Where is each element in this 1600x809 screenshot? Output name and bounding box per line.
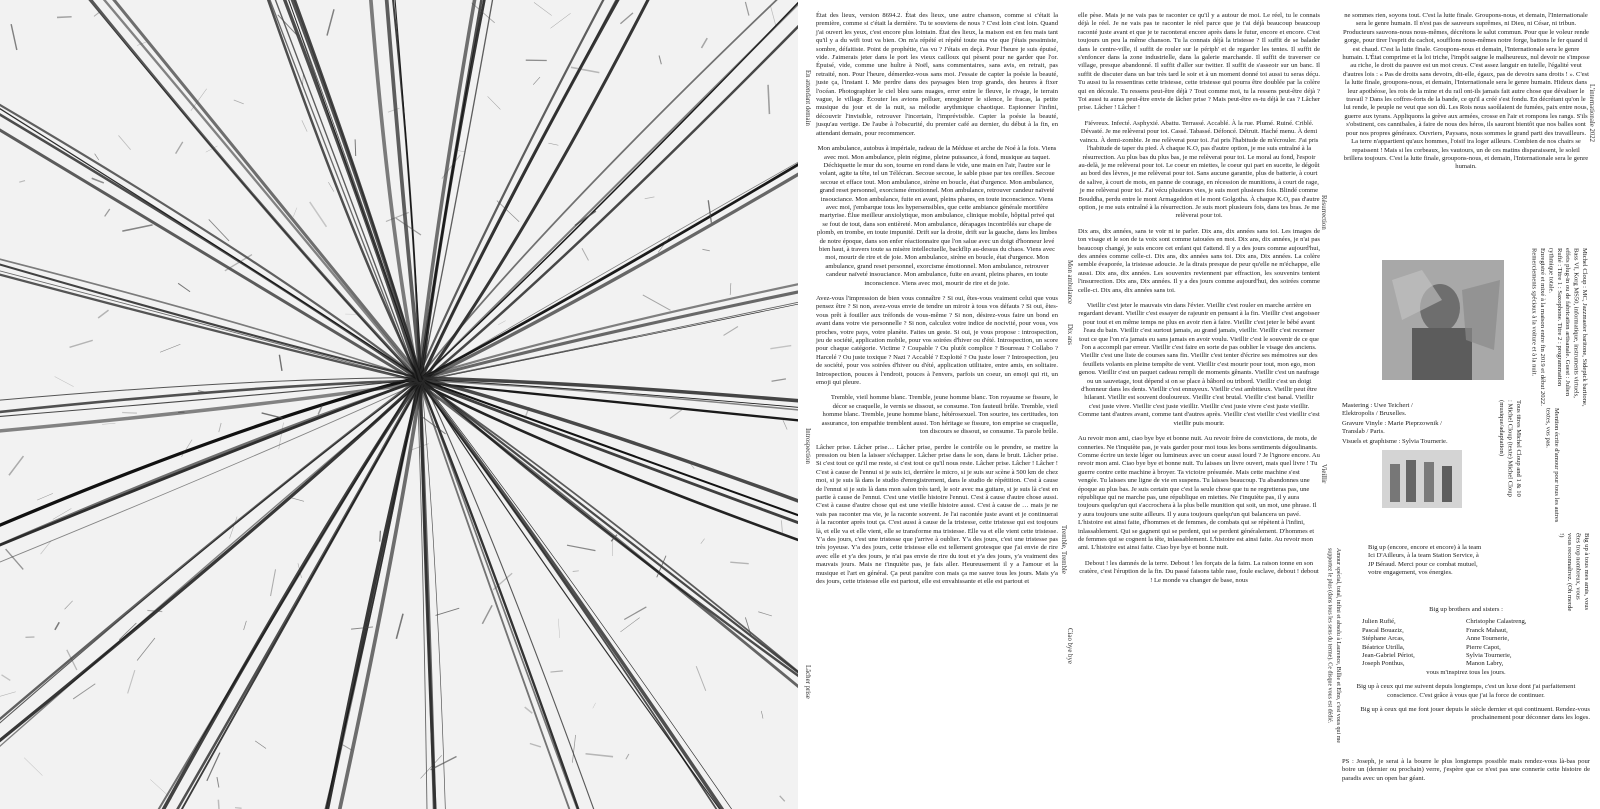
credits-gravure: Gravure Vinyle : Marie Pieprzownik / Translab / Paris.: [1342, 420, 1443, 436]
art-fragment: [279, 355, 282, 371]
art-streak: [420, 380, 658, 809]
art-fragment: [95, 154, 99, 160]
art-fragment: [550, 671, 562, 672]
art-streak: [184, 0, 421, 380]
art-fragment: [582, 248, 589, 260]
art-fragment: [770, 346, 791, 349]
art-fragment: [122, 225, 152, 231]
art-fragment: [302, 120, 307, 131]
art-streak: [421, 0, 546, 380]
thanks-heading: Big up brothers and sisters :: [1429, 606, 1503, 613]
art-fragment: [550, 13, 570, 28]
paragraph-tremble: Tremble, vieil homme blanc. Tremble, jeune homme blanc. Ton royaume se fissure, le décor se craquelle, le vernis se dissout, se consume. Ton fauteuil brûle. Tremble, vieil homme blanc. Tremble, jeune homme blanc, hétérosexuel. Ton sourire, tes certitudes, ton assurance, ton empathie tremblent aussi. Ton héritage se fissure, ton emprise se craquelle, ton discours se dissout, se consume. Ta parole brûle.: [821, 394, 1058, 436]
art-fragment: [303, 73, 304, 85]
thanks-closing: vous m'inspirez tous les jours.: [1426, 668, 1506, 676]
art-streak: [418, 0, 798, 378]
art-streak: [177, 0, 419, 380]
art-fragment: [57, 17, 72, 18]
art-streak: [421, 0, 548, 380]
art-fragment: [745, 2, 749, 16]
art-fragment: [421, 416, 446, 434]
art-fragment: [219, 423, 221, 432]
art-fragment: [176, 142, 183, 154]
side-title-en-attendant-demain: En attendant demain: [804, 70, 811, 126]
art-fragment: [645, 197, 655, 199]
thanks-name: Christophe Calastreng,: [1466, 618, 1527, 626]
art-fragment: [525, 707, 533, 713]
art-streak: [270, 380, 419, 809]
band-photo: [1382, 450, 1462, 508]
side-title-dix-ans: Dix ans: [1066, 324, 1073, 345]
paragraph-internationale: ne sommes rien, soyons tout. C'est la lutte finale. Groupons-nous, et demain, l'Internationale sera le genre humain. Il n'est pas de sauveurs suprêmes, ni Dieu, ni César, ni tribun. Producteurs sauvons-nous nous-mêmes, décrétons le salut commun. Pour que le voleur rende gorge, pour tirer l'esprit du cachot, soufflons nous-mêmes notre forge, battons le fer quand il est chaud. C'est la lutte finale. Groupons-nous et demain, l'Internationale sera le genre humain. L'État comprime et la loi triche, l'impôt saigne le malheureux, nul devoir ne s'impose au riche, le droit du pauvre est un mot creux. C'est assez languir en tutelle, l'égalité veut d'autres lois : « Pas de droits sans devoirs, dit-elle, égaux, pas de devoirs sans droits ! ». C'est la lutte finale, groupons-nous, et demain, l'Internationale sera le genre humain. Hideux dans leur apothéose, les rois de la mine et du rail ont-ils jamais fait autre chose que dévaliser le travail ? Dans les coffres-forts de la bande, ce qu'il a créé s'est fondu. En décrétant qu'on le lui rende, le peuple ne veut que son dû. Les Rois nous saoûlaient de fumées, paix entre nous, guerre aux tyrans. Appliquons la grève aux armées, crosse en l'air et rompons les rangs. S'ils s'obstinent, ces cannibales, à faire de nous des héros, ils sauront bientôt que nos balles sont pour nos propres généraux. Ouvriers, Paysans, nous sommes le grand parti des travailleurs. La terre n'appartient qu'aux hommes, l'oisif ira loger ailleurs. Combien de nos chairs se repaissent ! Mais si les corbeaux, les vautours, un de ces matins disparaissent, le soleil brillera toujours. C'est la lutte finale, groupons-nous, et demain, l'Internationale sera le genre humain.: [1342, 12, 1590, 171]
art-fragment: [41, 541, 52, 555]
art-streak: [421, 378, 798, 803]
thanks-name: Julien Rufié,: [1362, 618, 1396, 626]
art-fragment: [380, 531, 381, 542]
art-fragment: [351, 627, 373, 629]
art-fragment: [355, 139, 356, 156]
art-fragment: [150, 779, 172, 799]
art-fragment: [396, 614, 403, 639]
art-fragment: [137, 638, 155, 660]
thanks-name: Stéphane Arcas,: [1362, 635, 1405, 643]
text-column-2: [1078, 12, 1320, 592]
art-fragment: [567, 545, 595, 550]
art-fragment: [244, 621, 247, 630]
art-streak: [420, 0, 798, 380]
art-fragment: [6, 549, 24, 569]
art-fragment: [730, 283, 731, 295]
art-streak: [167, 0, 417, 381]
side-title-resurrection: Résurrection: [1320, 195, 1327, 230]
art-fragment: [701, 38, 707, 48]
art-fragment: [626, 754, 629, 759]
art-fragment: [701, 539, 705, 544]
art-fragment: [328, 182, 334, 191]
art-fragment: [498, 321, 505, 325]
art-streak: [183, 0, 420, 380]
art-fragment: [571, 67, 599, 72]
paragraph-mon-ambulance: Mon ambulance, autobus à impériale, radeau de la Méduse et arche de Noé à la fois. Viens avec moi. Mon ambulance, plein régime, pleine puissance, à fond, musique au taquet. Déchiquette le mur du son, tourne en rond dans le vide, une main en l'air, l'autre sur le volant, agite ta tête, tel un Télécran. Secoue secoue, le sable pisse par tes oreilles. Secoue secoue et efface tout. Mon ambulance, sirène en boucle, état d'urgence. Mon ambulance, grand reset personnel, exorcisme émotionnel. Mon ambulance, retrouver candeur naïveté insouciance. Mon ambulance, fuite en avant, pleins phares, en toute inconscience. Viens avec moi, j'embarque tous les hypersensibles, que cette ambiance générale mortifère martyrise. Élue meilleur anxiolytique, mon ambulance, clinique mobile, hôpital privé qui se fout de tout, dans son entièreté. Mon ambulance, dérapages incontrôlés sur chape de plomb, en trombe, en toute impunité. Drift sur la droite, drift sur la gauche, dans les limbes de notre époque, dans son enfer réactionnaire que l'on salue avec un doigt d'honneur levé bien haut, à travers toute sa misère intellectuelle, backflip au-dessus du chaos. Viens avec moi, mourir de rire et de joie. Mon ambulance, sirène en boucle, état d'urgence. Mon ambulance, grand reset personnel, exorcisme émotionnel. Mon ambulance, retrouver candeur naïveté insouciance. Mon ambulance, fuite en avant, pleins phares, en toute inconscience. Viens avec moi, mourir de rire et de joie.: [816, 145, 1058, 287]
art-fragment: [586, 754, 614, 757]
side-title-mon-ambulance: Mon ambulance: [1066, 260, 1073, 304]
text-column-1: [816, 12, 1058, 593]
art-streak: [420, 231, 798, 379]
art-fragment: [696, 666, 706, 691]
art-fragment: [758, 612, 772, 616]
art-fragment: [102, 423, 115, 424]
credits-big-up-team: Big up (encore, encore et encore) à la team Ici D'Ailleurs, à la team Station Service, à JP Béraud. Merci pour ce combat mutuel, votre engagement, vos énergies.: [1368, 544, 1482, 577]
art-fragment: [122, 413, 137, 414]
art-fragment: [105, 209, 110, 216]
art-fragment: [9, 456, 23, 475]
side-title-ciao-bye-bye: Ciao bye bye: [1066, 628, 1073, 664]
paragraph-lacher-prise-cont: elle pèse. Mais je ne vais pas te raconter ce qu'il y a autour de moi. Le réel, tu le connais déjà le réel. Je ne vais pas te raconter le réel parce que je t'ai déjà beaucoup beaucoup raconté juste avant et que je te raconterai encore après dans le futur, encore et encore. C'est toujours un peu la même chanson. Tu la connais déjà la tristesse ? Il suffit de se balader dans le centre-ville, il suffit de rouler sur le périph' et de regarder les tentes. Il suffit de s'enfoncer dans la zone industrielle, dans la galerie marchande. Il suffit de traverser ce village, presque abandonné. Il suffit d'aller sur twitter. Il suffit de s'asseoir sur un banc. Il suffit de discuter dans un bar très tard le soir et à un moment donné toi aussi tu seras déçu. Tu aussi tu la ressentiras cette tristesse, cette tristesse qui pourra être doublée par la colère qui en découle. Tu ressens peut-être déjà ? Tout comme moi, tu la ressens peut-être déjà ? Toi aussi tu auras peut-être envie de lâcher prise ? Mais peut-être es-tu déjà le cas ? Lâcher prise. Lâcher ! Lâcher !: [1078, 12, 1320, 112]
art-fragment: [0, 692, 16, 699]
art-fragment: [209, 219, 229, 241]
art-fragment: [436, 608, 460, 615]
art-fragment: [670, 409, 684, 419]
art-fragment: [724, 326, 738, 335]
thanks-name: Pascal Bouaziz,: [1362, 626, 1404, 634]
art-fragment: [488, 96, 501, 109]
thanks-followers: Big up à ceux qui me suivent depuis longtemps, c'est un luxe dont j'ai parfaitement conscience. C'est grâce à vous que j'ai la force de continuer.: [1356, 683, 1576, 699]
art-fragment: [548, 143, 558, 145]
art-fragment: [2, 675, 11, 681]
art-fragment: [55, 622, 59, 630]
art-fragment: [396, 218, 421, 235]
art-fragment: [782, 419, 787, 429]
paragraph-vieillir: Vieillir c'est jeter le mauvais vin dans l'évier. Vieillir c'est rouler en marche arrière en regardant devant. Vieillir c'est essayer de rajeunir en pensant à la fin. Vieillir c'est angoisser pour tout et en même temps ne plus en avoir rien à faire. Vieillir c'est jeter le bébé avant l'eau du bain. Vieillir c'est surtout jamais, au grand jamais, vieillir. Vieillir c'est recenser tout ce que l'on n'a jamais eu sans jamais en avoir voulu. Vieillir c'est le souvenir de ce que l'on a accompli par erreur. Vieillir c'est faire en sorte de pas oublier le visage des anciens. Vieillir c'est une liste de courses sans fin. Vieillir c'est tenter d'écrire ses mémoires sur des feuillets volants en pleine tempête de vent. Vieillir c'est mourir pour tout, mon ego, mon genou. Vieillir c'est un paquet cadeau rempli de moments gênants. Vieillir c'est un naufrage ou un sauvetage, tout dépend si on se place à bâbord ou tribord. Vieillir c'est un doigt d'honneur dans les dents. Vieillir c'est ennuyeux. Vieillir c'est ambitieux. Vieillir peut être hilarant. Vieillir est souvent douloureux. Vieillir c'est brutal. Vieillir c'est banal. Vieillir c'est juste vivre. Vieillir c'est juste vieillir. Vieillir c'est juste vivre c'est juste vieillir. Comme tant d'autres avant, comme tant d'autres après. Vieillir c'est vieillir c'est vieillir c'est vieillir puis mourir.: [1078, 302, 1320, 427]
art-fragment: [271, 569, 276, 596]
art-fragment: [234, 100, 244, 104]
art-streak: [0, 377, 419, 629]
art-fragment: [620, 618, 639, 632]
art-fragment: [643, 295, 671, 310]
art-fragment: [70, 340, 93, 347]
art-fragment: [118, 135, 130, 149]
art-streak: [421, 379, 798, 809]
paragraph-introspection: Avez-vous l'impression de bien vous connaître ? Si oui, êtes-vous vraiment celui que vous pensez être ? Si non, avez-vous envie de tendre un miroir à tous vos défauts ? Si oui, êtes-vous prêt à fouiller aux tréfonds de vous-même ? Si non, désirez-vous faire un bond en avant dans votre vie personnelle ? Si non, calculez votre indice de nocivité, pour vous, vos proches, votre pays, votre planète. Faites un geste. Si oui, je vous propose : introspection, jeu de société, application mobile, pour vos soirées d'hiver ou d'été. Introspection, un score pour chaque catégorie. Victime ? Coupable ? Ou plutôt complice ? Bourreau ? Collabo ? Harcelé ? Ou juste toxique ? Nazi ? Accablé ? Exploité ? Ou juste loser ? Introspection, jeu de société, pour vos soirées d'hiver ou d'été, application utilitaire, entre amis, en solitaire. Introspection, pouces à l'endroit, pouces à l'envers, parfois un coeur, un emoji qui rit, un emoji qui pleure.: [816, 295, 1058, 387]
art-fragment: [11, 24, 17, 50]
art-fragment: [772, 379, 786, 381]
art-fragment: [37, 493, 53, 500]
art-fragment: [178, 283, 190, 291]
art-streak: [420, 379, 798, 808]
thanks-section: [1342, 606, 1590, 727]
art-fragment: [262, 413, 283, 418]
thanks-name: Manon Labry,: [1466, 660, 1504, 668]
credits-mastering: Mastering : Uwe Teichert / Elektropolis / Bruxelles.: [1342, 402, 1413, 418]
art-fragment: [217, 777, 219, 787]
art-fragment: [343, 745, 352, 750]
art-fragment: [218, 800, 220, 809]
art-streak: [0, 2, 421, 378]
paragraph-resurrection: Fiévreux. Infecté. Asphyxié. Abattu. Terrassé. Accablé. À la rue. Plumé. Ruiné. Criblé. Dévasté. Je me relèverai pour toi. Cassé. Tabassé. Défoncé. Détruit. Haché menu. À demi vaincu. À demi-zombie. Je me relèverai pour toi. J'ai pris l'habitude de m'écrouler. J'ai pris l'habitude de taper du pied. À chaque K.O, pas d'autre option, je me suis entraîné à la résurrection. Au plus bas du plus bas, je me relèverai pour toi. Le moral au fond, l'espoir au-delà, je me relèverai pour toi. Le coeur en miettes, le coeur qui part en sucette, le dégoût au bord des lèvres, je me relèverai pour toi. Sans aucune garantie, plus de batterie, à court de salive, à court de mots, en panne de courage, en récession de munitions, à court de rage, je me relèverai pour toi. J'ai vécu plusieurs vies, je suis mort plusieurs fois. Blindé comme Bouddha, perdu entre le mont Armageddon et le mont Golgotha. À chaque K.O, pas d'autre option, je me suis entraîné à la résurrection. Je suis mort plusieurs fois, dans tes bras. Je me relèverai pour toi.: [1078, 119, 1320, 220]
art-fragment: [24, 758, 42, 776]
paragraph-lacher-prise: Lâcher prise. Lâcher prise… Lâcher prise, perdre le contrôle ou le prendre, se mettre la pression ou bien la laisser s'échapper. Lâcher prise dans le son, dans le bruit. Lâcher prise. Si c'est tout ce qu'il me reste, si c'est tout ce qu'il nous reste. Lâcher prise. Lâcher ! Lâcher ! C'est à cause de l'ennui si je suis ici, derrière le micro, si je suis sur scène à 500 km de chez moi, si je suis là dans le studio d'enregistrement, dans le studio de répétition. C'est à cause de l'ennui si je suis là dans mon salon très tard, le soir avec ma guitare, si je suis là c'est en partie à cause de l'ennui. C'est une vieille histoire l'ennui. C'est à cause d'autre chose aussi. C'est à cause d'autre chose qui est une vieille histoire aussi. C'est à cause de … mais je ne vais pas raconter ma vie, je la raconte souvent. Je l'ai racontée juste avant et je continuerai à la raconter après tout ça. C'est aussi à cause de la tristesse, cette tristesse qui est toujours là, et elle va et elle vient, elle se transforme ma tristesse. Elle va et elle vient cette tristesse. Y'a des jours, c'est une tristesse que j'arrive à oublier. Y'a des jours, c'est une tristesse pas très joyeuse. Y'a des jours, cette tristesse elle est tellement grotesque que j'ai envie de rire avec elle et y'a des jours, je n'ai pas envie de rire du tout et y'a des jours, y'a vraiment des mauvais jours. Mais ne t'inquiète pas, je fais aller. Heureusement il y a l'amour et la musique et l'art en général. Ça peut paraître con mais ça me sauve tous les jours. Mais y'a des jours, cette tristesse elle est partout, elle est envahissante et elle est partout et: [816, 443, 1058, 585]
art-fragment: [92, 178, 104, 183]
thanks-name: Joseph Ponthus,: [1362, 660, 1405, 668]
art-fragment: [290, 497, 304, 501]
art-fragment: [768, 85, 769, 114]
thanks-name: Jean-Gabriel Périot,: [1362, 652, 1415, 660]
thanks-name: Pierre Capot,: [1466, 643, 1501, 651]
thanks-venues: Big up à ceux qui me font jouer depuis le siècle dernier et qui continuent. Rendez-vous prochainement pour déconner dans les loges.: [1360, 706, 1590, 722]
paragraph-dix-ans: Dix ans, dix années, sans te voir ni te parler. Dix ans, dix années sans toi. Les images de ton visage et le son de ta voix sont comme tatouées en moi. Dix ans, dix années, je n'ai pas beaucoup changé, je suis encore cet enfant qui t'attend. Il y a des jours comme aujourd'hui, des années comme celle-ci. Dix ans, dix années sans toi. Dix ans, Dix années. La colère semble évaporée, la tristesse adoucie. Je la dirais presque de peur qu'elle ne m'échappe, elle aussi. Dix ans, dix années. Les souvenirs reviennent par effraction, les souvenirs tentent l'insurrection. Dix ans, Dix années. Il y a des jours comme aujourd'hui, des soirées comme celle-ci. Dix ans, dix années sans toi.: [1078, 227, 1320, 294]
art-streak: [0, 380, 420, 809]
thanks-name: Sylvia Tournerie,: [1466, 652, 1512, 660]
art-streak: [58, 379, 418, 809]
art-fragment: [659, 56, 661, 65]
art-fragment: [533, 77, 540, 85]
art-fragment: [558, 619, 560, 638]
art-fragment: [310, 202, 327, 227]
musician-photo: [1382, 260, 1504, 380]
art-fragment: [780, 796, 785, 802]
art-streak: [0, 205, 420, 381]
art-streak: [0, 196, 420, 379]
art-fragment: [624, 607, 646, 620]
thanks-name: Béatrice Utrilla,: [1362, 643, 1405, 651]
art-fragment: [19, 181, 25, 183]
art-fragment: [98, 310, 108, 318]
credits-big-up-amis: Big up à tous mes amis, vous êtes trop nombreux, vous vous reconnaîtrez. (Oh merde !): [1557, 533, 1590, 612]
paragraph-internationale-start: Debout ! les damnés de la terre. Debout ! les forçats de la faim. La raison tonne en son cratère, c'est l'éruption de la fin. Du passé faisons table rase, foule esclave, debout ! debout ! Le monde va changer de base, nous: [1079, 559, 1319, 584]
credits-visuels: Visuels et graphisme : Sylvia Tournerie.: [1342, 438, 1448, 445]
art-fragment: [771, 6, 776, 25]
art-fragment: [412, 444, 429, 450]
postscript: PS : Joseph, je serai à la bourre le plus longtemps possible mais rendez-vous là-bas pour boire un (dernier ou prochain) verre, j'espère que ce n'est pas une connerie cette histoire de paradis avec un open bar géant.: [1342, 758, 1590, 782]
credits-recording: Enregistré et mixé à la maison entre fin 2019 et début 2022. Remerciements spéciaux à la voiture et à la nuit.: [1530, 248, 1546, 406]
art-fragment: [147, 610, 162, 611]
art-fragment: [65, 601, 73, 609]
art-fragment: [593, 703, 596, 708]
art-fragment: [255, 741, 266, 749]
credits-lineup: Michel Cloup : MC, Jazzmaster baritone, Sidepick baritone, Bass VI, Korg MS50, informatique, instruments virtuels, effets plug-in ou de fabrication artisanale. Guest : Julien Rufié : Titre 1 : Saxophone. Titre 2 : programmation rythmique totale.: [1547, 248, 1588, 407]
thanks-name: Anne Tournerie,: [1466, 635, 1509, 643]
art-fragment: [293, 208, 297, 217]
credits-dedication: Amour spécial, total, infini et absolu à Laurence, Billie et Elno, c'est vous qui me supportez le plus (dans tous les sens du terme). Ce disque vous est dédié.: [1326, 548, 1341, 744]
art-fragment: [191, 89, 207, 111]
side-title-tremble: Tremble, Tremble: [1060, 525, 1067, 574]
art-fragment: [279, 423, 284, 450]
credits-mention: Mention écrite d'amour pour tous les autres textes, vos pas.: [1544, 408, 1560, 523]
art-fragment: [160, 344, 180, 352]
art-fragment: [94, 12, 99, 16]
art-streak: [421, 380, 662, 809]
side-title-introspection: Introspection: [804, 428, 811, 464]
art-fragment: [327, 9, 334, 35]
art-streak: [421, 380, 798, 809]
art-streak: [0, 382, 422, 809]
art-fragment: [761, 711, 763, 719]
art-fragment: [530, 743, 541, 746]
art-streak: [419, 0, 744, 380]
art-fragment: [482, 605, 492, 623]
art-fragment: [702, 249, 709, 251]
paragraph-en-attendant-demain: État des lieux, version 8694.2. État des lieux, une autre chanson, comme si c'était la première, comme si c'était la dernière. Tu te souviens de nous ? C'est loin c'est loin. Quand j'ai ouvert les yeux, c'est encore plus lointain. État des lieux, la maison est en feu mais tant qu'il y a du wifi tout va bien. On m'a répété et répété toute ma vie que j'étais pessimiste, sombre, défaitiste. Point de prophétie, t'as vu ? J'étais en deçà. Pour l'heure je suis épuisé, vide. J'aimerais jeter dans le port les vieux cailloux qui pèsent pour ne garder que l'or. Épuisé, vide, comme une huître à Noël, sans commentaires, sans avis, en retrait, pas retraité, non. Pour l'heure, démerdez-vous sans moi. J'essaie de capter la poésie la beauté, juste ça, l'instant I. Me perdre dans des paysages bien trop grands, des heures à fixer l'océan. Photographier le ciel bleu sans nuages, errer entre le fleuve, le rivage, le terrain vague, le village. Écouter les avions polluer, enregistrer le silence, le fracas, la petite musique du jour et de la nuit, sa mélodie arythmique chaotique. Espionner l'infini, découvrir l'invisible, retrouver l'incertain, l'imprévisible. Capter la poésie la beauté, jusqu'au vertige. De l'aube à l'obscurité, du premier café au dernier, du début à la fin, en attendant demain, pour recommencer.: [816, 12, 1058, 137]
abstract-line-artwork: [0, 0, 798, 809]
side-title-lacher-prise: Lâcher prise: [804, 665, 811, 699]
art-fragment: [534, 2, 552, 15]
paragraph-ciao-bye-bye: Au revoir mon ami, ciao bye bye et bonne nuit. Au revoir frère de convictions, de mots, de conneries. Ne t'inquiète pas, je vais garder pour moi tous les bons sentiments dégoulinants. Comme écrire un texte léger ou lumineux avec un coeur aussi lourd ? Je l'ignore encore. Au revoir mon ami. Ciao bye bye et bonne nuit. Tu laisses un livre ouvert, mais quel livre ! Tu guerre contre cette machine à broyer. Ta victoire présumée. Mais cette machine s'est vengée. Tu laisses une ligne de vie en suspens. Tu laisses beaucoup. Tu abandonnes une époque au plus bas. Je suis certain que c'est la seule chose que tu ne regretteras pas, une république qui ne marche pas, une république en miettes. Ne t'inquiète pas, il y aura toujours quelqu'un qui s'accrochera à la plus belle munition qui soit, un mot, une phrase. Il y aura toujours une suite ailleurs. Il y aura toujours quelqu'un qui balancera un pavé. L'histoire est ainsi faite, d'hommes et de femmes, de combats qui se répètent à l'infini, inlassablement. Qui se gagnent qui se perdent, qui se perdent généralement. D'hommes et de femmes qui se cognent la tête, inlassablement. L'histoire est ainsi faite. Au revoir mon ami. L'histoire est ainsi faite. Ciao bye bye et bonne nuit.: [1078, 435, 1320, 552]
art-fragment: [55, 377, 74, 387]
art-streak: [178, 0, 420, 380]
art-fragment: [421, 755, 442, 778]
art-fragment: [730, 562, 748, 564]
art-fragment: [128, 670, 135, 693]
art-streak: [0, 381, 420, 646]
credits-titles: Tous titres Michel Cloup and 1 & 10 : Michel Cloup (texte) Michel Cloup (musique/adaptation): [1498, 400, 1522, 497]
thanks-names: [1362, 618, 1562, 668]
side-title-vieillir: Vieillir: [1320, 464, 1327, 484]
art-fragment: [575, 211, 596, 225]
art-fragment: [73, 684, 95, 699]
art-streak: [0, 380, 420, 641]
art-streak: [420, 0, 798, 380]
art-streak: [419, 381, 798, 809]
thanks-name: Franck Mahaut,: [1466, 626, 1508, 634]
art-streak: [421, 378, 798, 609]
side-title-internationale: L'internationale 2022: [1588, 84, 1595, 143]
art-fragment: [620, 13, 633, 24]
text-column-3: [1342, 12, 1590, 179]
art-streak: [420, 380, 798, 809]
art-streak: [418, 381, 798, 809]
